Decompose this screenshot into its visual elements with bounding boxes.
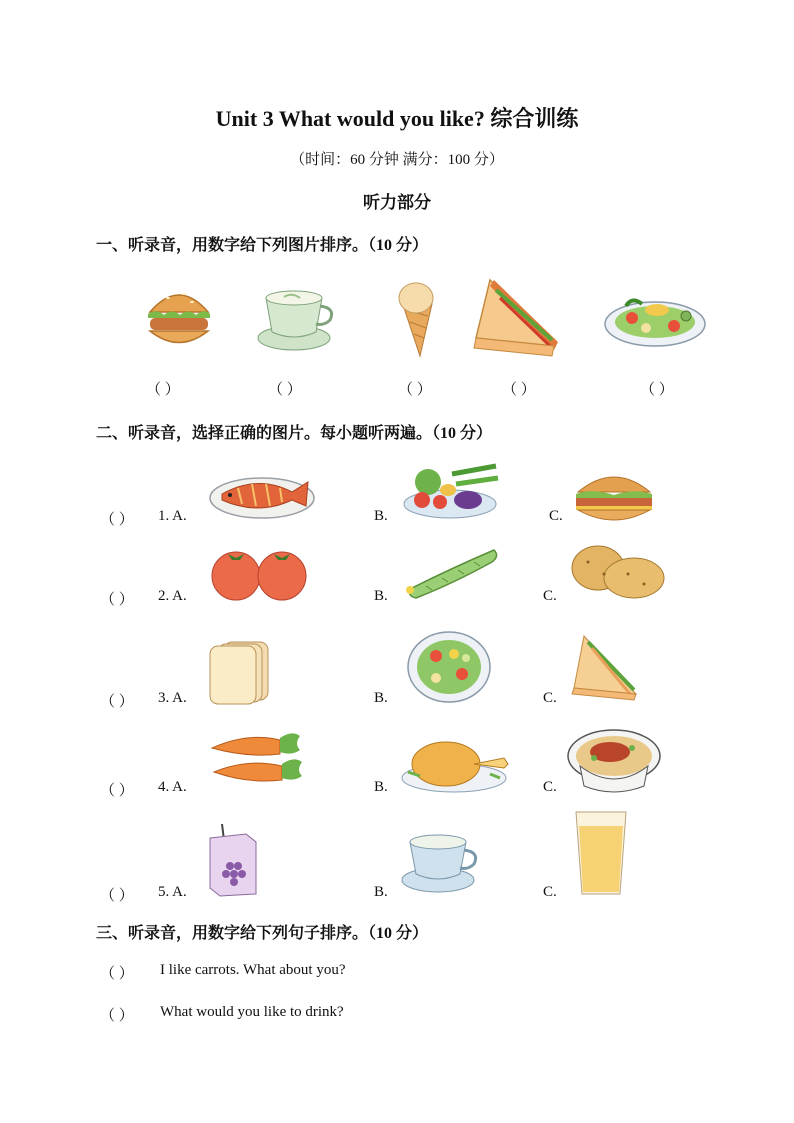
sandwich-icon [470, 276, 560, 358]
juice-box-icon [206, 822, 260, 898]
question-number: 4. A. [158, 779, 187, 795]
answer-slot[interactable]: （ ） [100, 694, 134, 710]
option-c-label: C. [543, 588, 557, 604]
answer-slot[interactable]: （ ） [398, 382, 432, 398]
question-number: 5. A. [158, 884, 187, 900]
potato-icon [568, 544, 666, 600]
answer-slot[interactable]: （ ） [268, 382, 302, 398]
answer-slot[interactable]: （ ） [100, 512, 134, 528]
page-title: Unit 3 What would you like? 综合训练 [215, 106, 579, 131]
carrot-icon [208, 728, 304, 790]
answer-slot[interactable]: （ ） [100, 783, 134, 799]
chicken-icon [400, 734, 516, 794]
option-b-label: B. [374, 588, 388, 604]
part1-heading: 一、听录音，用数字给下列图片排序。（10 分） [96, 237, 429, 254]
sentence-item: What would you like to drink? [160, 1004, 344, 1020]
part2-heading: 二、听录音，选择正确的图片。每小题听两遍。（10 分） [96, 425, 493, 442]
part3-heading: 三、听录音，用数字给下列句子排序。（10 分） [96, 925, 429, 942]
orange-juice-icon [572, 808, 630, 898]
section-label: 听力部分 [363, 193, 431, 212]
salad-icon [602, 286, 708, 350]
tomato-icon [208, 544, 310, 602]
question-number: 1. A. [158, 508, 187, 524]
noodles-icon [566, 726, 662, 796]
ice-cream-icon [396, 280, 438, 358]
answer-slot[interactable]: （ ） [100, 592, 134, 608]
hamburger-icon [572, 470, 656, 524]
answer-slot[interactable]: （ ） [100, 888, 134, 904]
answer-slot[interactable]: （ ） [502, 382, 536, 398]
tea-cup-icon [400, 832, 480, 894]
answer-slot[interactable]: （ ） [640, 382, 674, 398]
sentence-item: I like carrots. What about you? [160, 962, 346, 978]
option-b-label: B. [374, 508, 388, 524]
option-b-label: B. [374, 884, 388, 900]
question-number: 2. A. [158, 588, 187, 604]
hamburger-icon [144, 284, 214, 350]
answer-slot[interactable]: （ ） [100, 1008, 134, 1024]
question-number: 3. A. [158, 690, 187, 706]
option-b-label: B. [374, 779, 388, 795]
option-c-label: C. [549, 508, 563, 524]
tea-cup-icon [256, 288, 338, 352]
fish-icon [208, 470, 316, 522]
sandwich-icon [570, 632, 642, 702]
answer-slot[interactable]: （ ） [146, 382, 180, 398]
option-c-label: C. [543, 690, 557, 706]
answer-slot[interactable]: （ ） [100, 966, 134, 982]
exam-info: （时间：60 分钟 满分：100 分） [290, 152, 504, 168]
bread-icon [208, 636, 272, 706]
option-c-label: C. [543, 779, 557, 795]
salad-icon [406, 630, 492, 704]
vegetables-icon [400, 460, 502, 522]
cucumber-icon [402, 544, 502, 600]
option-c-label: C. [543, 884, 557, 900]
option-b-label: B. [374, 690, 388, 706]
